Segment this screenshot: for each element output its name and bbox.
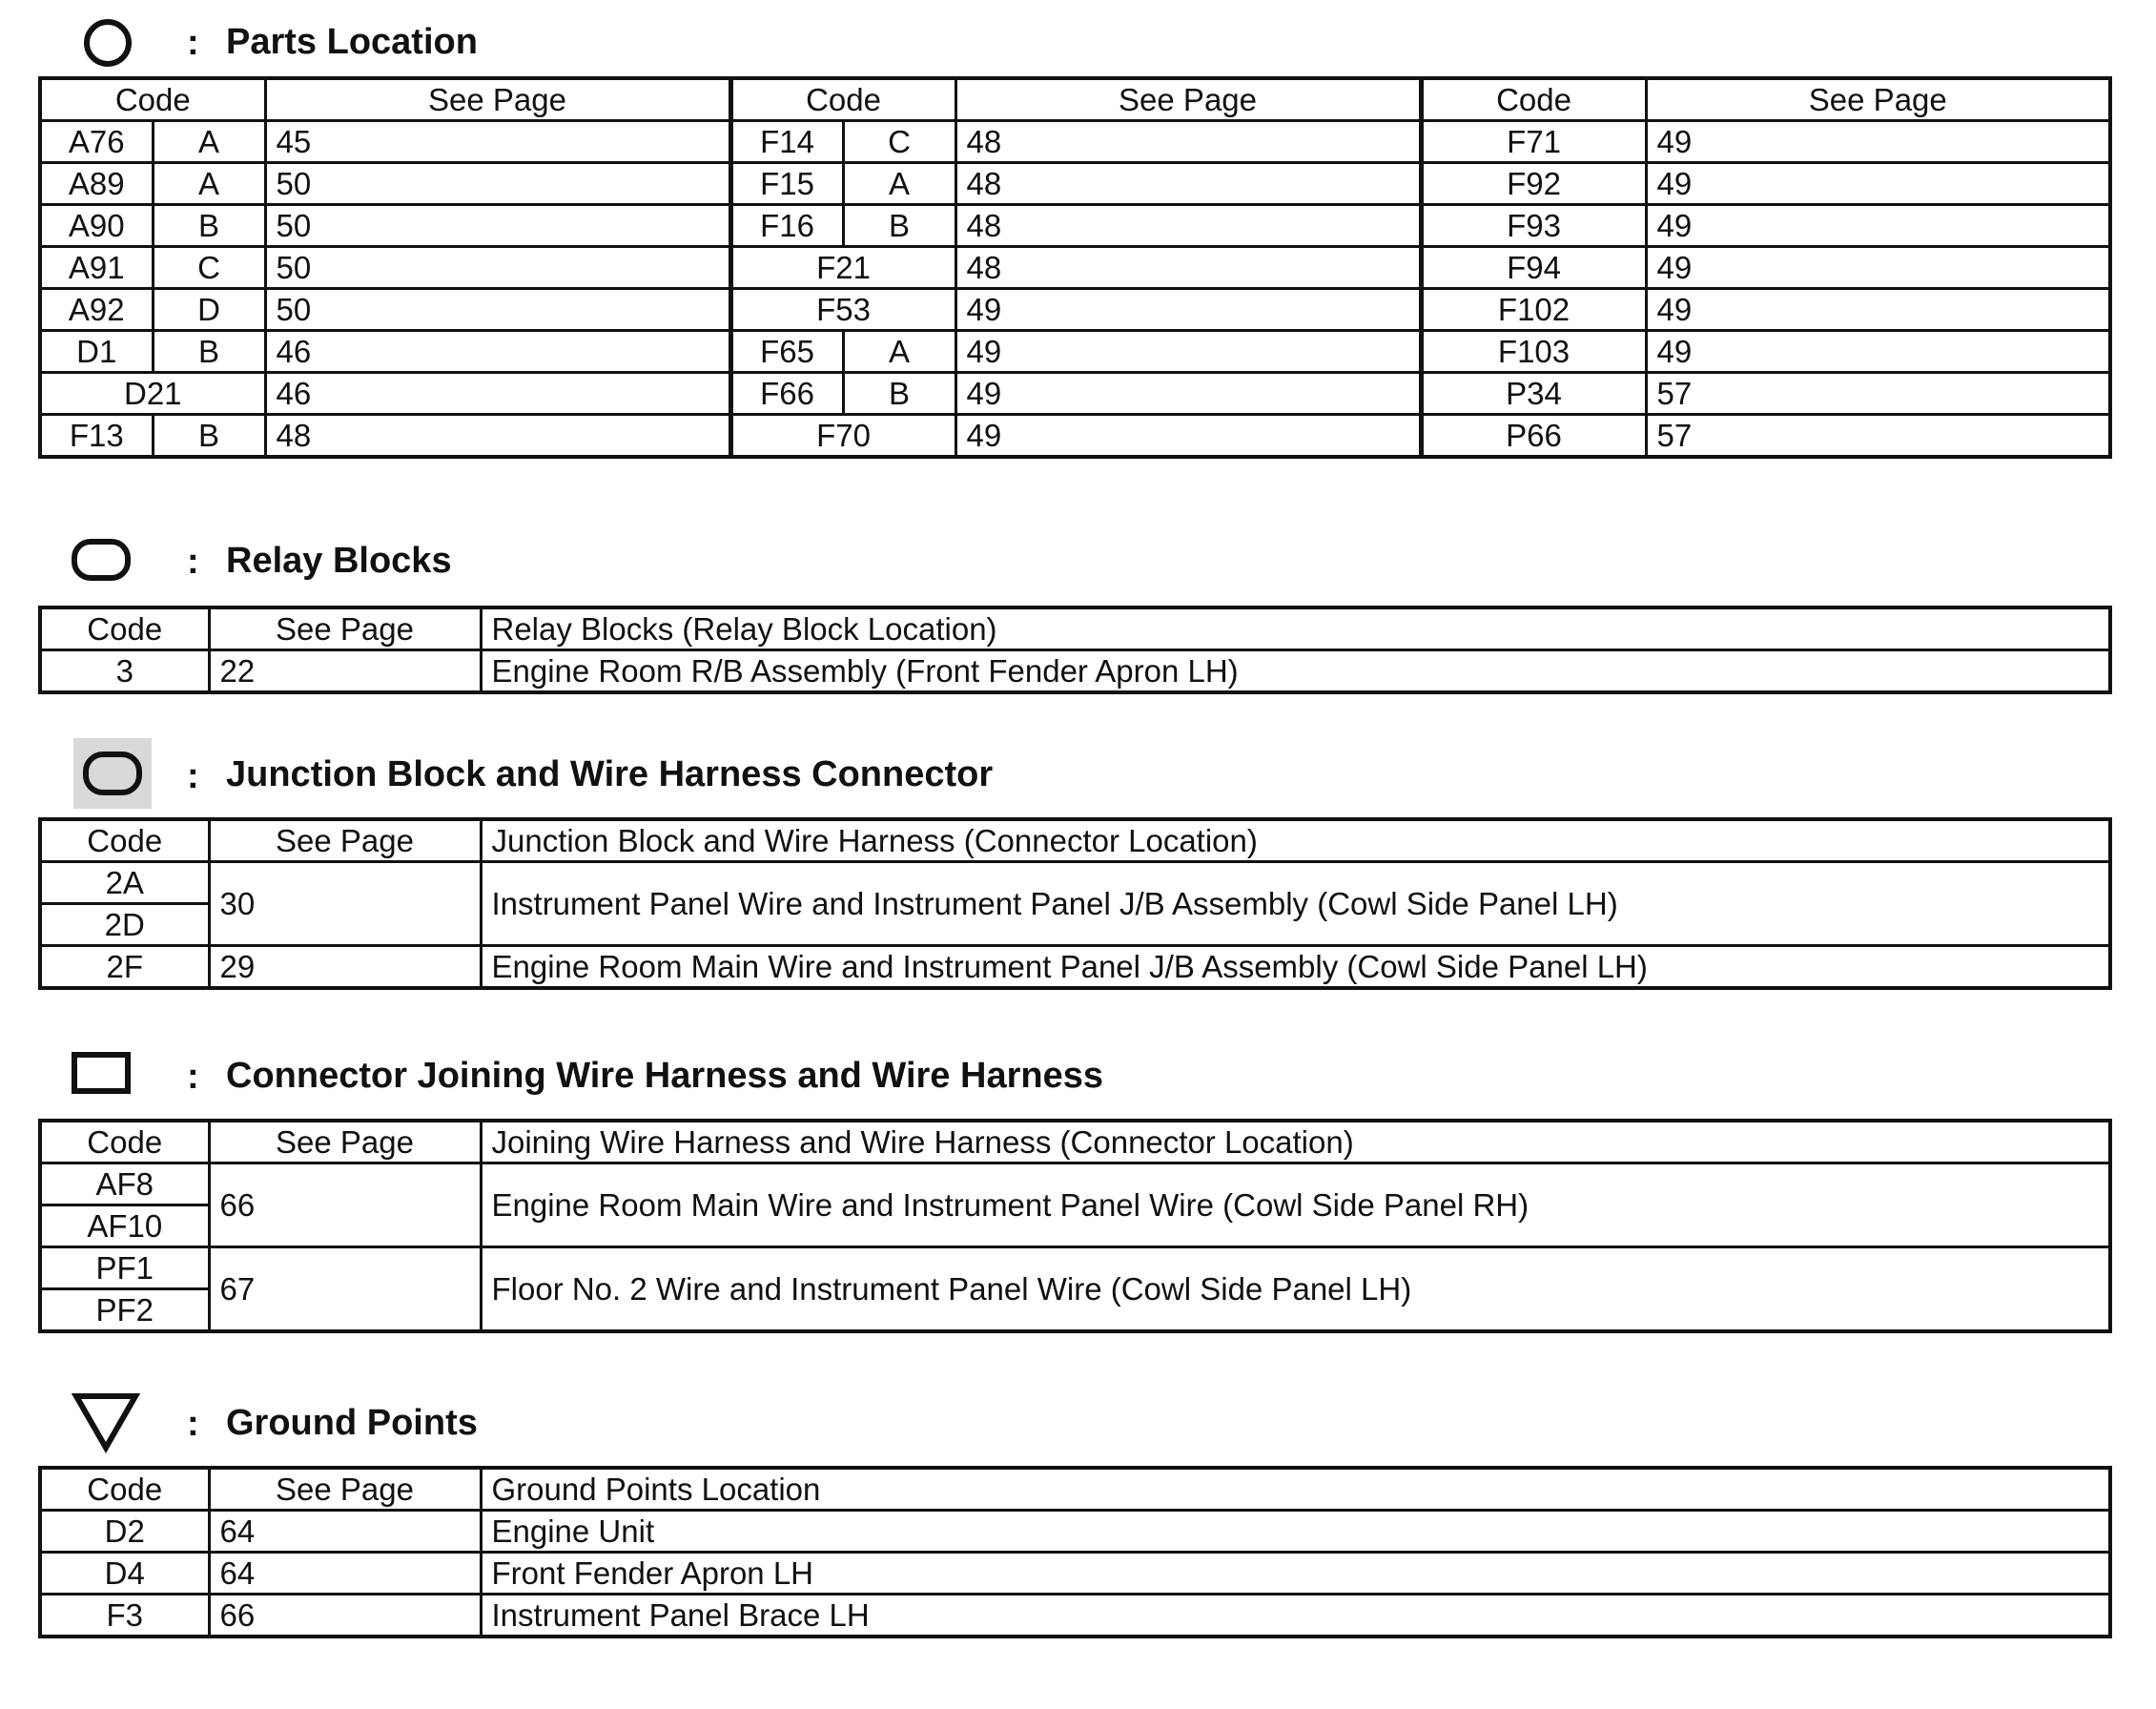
page-cell: 66 bbox=[209, 1595, 481, 1637]
code-cell: F13 bbox=[40, 415, 153, 458]
triangle-down-icon bbox=[71, 1389, 143, 1455]
description-cell: Engine Room R/B Assembly (Front Fender Apron LH) bbox=[481, 650, 2110, 693]
page-cell: 49 bbox=[955, 331, 1421, 373]
description-cell: Engine Room Main Wire and Instrument Panel J/B Assembly (Cowl Side Panel LH) bbox=[481, 946, 2110, 989]
ground-points-table bbox=[38, 1466, 2112, 1638]
table-row bbox=[40, 862, 2110, 904]
section-colon: : bbox=[187, 756, 199, 796]
page-cell: 22 bbox=[209, 650, 481, 693]
relay-blocks-body bbox=[40, 607, 2110, 692]
page-cell: 46 bbox=[265, 373, 730, 415]
section-colon: : bbox=[187, 542, 199, 582]
header-code: Code bbox=[40, 1468, 209, 1511]
header-code: Code bbox=[1421, 78, 1646, 121]
table-header-row bbox=[40, 1121, 2110, 1163]
header-see-page: See Page bbox=[265, 78, 730, 121]
page-cell: 66 bbox=[209, 1163, 481, 1247]
code-sub-cell: B bbox=[843, 205, 955, 247]
table-header-row bbox=[40, 1468, 2110, 1511]
code-cell: P34 bbox=[1421, 373, 1646, 415]
table-header-row bbox=[40, 78, 2110, 121]
header-code: Code bbox=[40, 819, 209, 862]
code-sub-cell: A bbox=[843, 331, 955, 373]
joining-connector-body bbox=[40, 1121, 2110, 1331]
code-cell: D21 bbox=[40, 373, 265, 415]
page-cell: 49 bbox=[955, 289, 1421, 331]
table-row bbox=[40, 1511, 2110, 1553]
code-cell: A90 bbox=[40, 205, 153, 247]
table-header-row bbox=[40, 607, 2110, 650]
table-header-row bbox=[40, 819, 2110, 862]
shaded-rounded-rectangle-icon bbox=[73, 738, 152, 809]
rectangle-icon bbox=[71, 1049, 133, 1097]
header-description: Joining Wire Harness and Wire Harness (Connector Location) bbox=[481, 1121, 2110, 1163]
page-cell: 49 bbox=[1646, 247, 2110, 289]
page-cell: 50 bbox=[265, 163, 730, 205]
code-cell: F3 bbox=[40, 1595, 209, 1637]
code-cell: F21 bbox=[730, 247, 955, 289]
code-sub-cell: B bbox=[153, 205, 265, 247]
page-cell: 46 bbox=[265, 331, 730, 373]
page-cell: 48 bbox=[955, 205, 1421, 247]
table-row bbox=[40, 650, 2110, 693]
header-code: Code bbox=[40, 607, 209, 650]
page-cell: 48 bbox=[955, 247, 1421, 289]
header-see-page: See Page bbox=[209, 1468, 481, 1511]
description-cell: Floor No. 2 Wire and Instrument Panel Wire (Cowl Side Panel LH) bbox=[481, 1247, 2110, 1332]
page-cell: 49 bbox=[1646, 121, 2110, 163]
code-cell: A89 bbox=[40, 163, 153, 205]
page-cell: 50 bbox=[265, 289, 730, 331]
page-cell: 49 bbox=[955, 373, 1421, 415]
code-cell: F15 bbox=[730, 163, 843, 205]
table-row bbox=[40, 247, 2110, 289]
code-sub-cell: A bbox=[843, 163, 955, 205]
page-cell: 64 bbox=[209, 1511, 481, 1553]
parts-location-body bbox=[40, 78, 2110, 457]
header-description: Relay Blocks (Relay Block Location) bbox=[481, 607, 2110, 650]
code-cell: A91 bbox=[40, 247, 153, 289]
section-title-parts-location: Parts Location bbox=[226, 22, 478, 62]
code-cell: D1 bbox=[40, 331, 153, 373]
code-sub-cell: C bbox=[153, 247, 265, 289]
junction-block-header bbox=[0, 734, 1335, 811]
code-cell: F65 bbox=[730, 331, 843, 373]
code-cell: 3 bbox=[40, 650, 209, 693]
table-row bbox=[40, 1163, 2110, 1205]
table-row bbox=[40, 373, 2110, 415]
page-cell: 49 bbox=[1646, 331, 2110, 373]
table-row bbox=[40, 121, 2110, 163]
header-see-page: See Page bbox=[209, 1121, 481, 1163]
table-row bbox=[40, 205, 2110, 247]
junction-block-table bbox=[38, 817, 2112, 990]
code-cell: F66 bbox=[730, 373, 843, 415]
header-see-page: See Page bbox=[1646, 78, 2110, 121]
page-cell: 45 bbox=[265, 121, 730, 163]
table-row bbox=[40, 1247, 2110, 1289]
code-cell: PF1 bbox=[40, 1247, 209, 1289]
code-cell: 2A bbox=[40, 862, 209, 904]
ground-points-header bbox=[0, 1389, 1335, 1465]
page-cell: 64 bbox=[209, 1553, 481, 1595]
code-sub-cell: B bbox=[843, 373, 955, 415]
code-cell: AF8 bbox=[40, 1163, 209, 1205]
page-cell: 29 bbox=[209, 946, 481, 989]
code-cell: F53 bbox=[730, 289, 955, 331]
code-sub-cell: B bbox=[153, 415, 265, 458]
page-cell: 67 bbox=[209, 1247, 481, 1332]
code-cell: F70 bbox=[730, 415, 955, 458]
page-cell: 49 bbox=[1646, 163, 2110, 205]
section-title-ground-points: Ground Points bbox=[226, 1403, 478, 1443]
code-cell: 2D bbox=[40, 904, 209, 946]
code-cell: F103 bbox=[1421, 331, 1646, 373]
header-description: Junction Block and Wire Harness (Connector Location) bbox=[481, 819, 2110, 862]
table-row bbox=[40, 415, 2110, 458]
table-row bbox=[40, 1553, 2110, 1595]
code-cell: 2F bbox=[40, 946, 209, 989]
header-see-page: See Page bbox=[209, 819, 481, 862]
code-cell: A76 bbox=[40, 121, 153, 163]
page-cell: 49 bbox=[1646, 205, 2110, 247]
page-cell: 49 bbox=[1646, 289, 2110, 331]
page-cell: 30 bbox=[209, 862, 481, 946]
code-cell: AF10 bbox=[40, 1205, 209, 1247]
code-cell: D2 bbox=[40, 1511, 209, 1553]
page-cell: 50 bbox=[265, 247, 730, 289]
table-row bbox=[40, 289, 2110, 331]
header-description: Ground Points Location bbox=[481, 1468, 2110, 1511]
page-cell: 57 bbox=[1646, 373, 2110, 415]
header-code: Code bbox=[40, 78, 265, 121]
code-cell: F94 bbox=[1421, 247, 1646, 289]
table-row bbox=[40, 163, 2110, 205]
code-cell: F71 bbox=[1421, 121, 1646, 163]
section-colon: : bbox=[187, 1404, 199, 1444]
page-cell: 48 bbox=[955, 121, 1421, 163]
code-cell: F102 bbox=[1421, 289, 1646, 331]
description-cell: Instrument Panel Brace LH bbox=[481, 1595, 2110, 1637]
code-sub-cell: A bbox=[153, 121, 265, 163]
page-cell: 48 bbox=[265, 415, 730, 458]
code-cell: F92 bbox=[1421, 163, 1646, 205]
circle-icon bbox=[82, 17, 133, 69]
code-cell: F14 bbox=[730, 121, 843, 163]
description-cell: Engine Unit bbox=[481, 1511, 2110, 1553]
section-colon: : bbox=[187, 23, 199, 63]
joining-connector-header bbox=[0, 1047, 1335, 1123]
table-row bbox=[40, 946, 2110, 989]
code-cell: PF2 bbox=[40, 1289, 209, 1332]
header-code: Code bbox=[730, 78, 955, 121]
junction-block-body bbox=[40, 819, 2110, 988]
joining-connector-table bbox=[38, 1119, 2112, 1333]
header-see-page: See Page bbox=[209, 607, 481, 650]
code-sub-cell: B bbox=[153, 331, 265, 373]
section-title-junction-block: Junction Block and Wire Harness Connector bbox=[226, 754, 994, 794]
description-cell: Front Fender Apron LH bbox=[481, 1553, 2110, 1595]
section-title-relay-blocks: Relay Blocks bbox=[226, 541, 452, 581]
page-cell: 48 bbox=[955, 163, 1421, 205]
description-cell: Engine Room Main Wire and Instrument Panel Wire (Cowl Side Panel RH) bbox=[481, 1163, 2110, 1247]
code-sub-cell: C bbox=[843, 121, 955, 163]
code-cell: P66 bbox=[1421, 415, 1646, 458]
ground-points-body bbox=[40, 1468, 2110, 1637]
rounded-rectangle-icon bbox=[71, 536, 133, 584]
table-row bbox=[40, 331, 2110, 373]
header-see-page: See Page bbox=[955, 78, 1421, 121]
page-cell: 57 bbox=[1646, 415, 2110, 458]
code-cell: A92 bbox=[40, 289, 153, 331]
code-cell: F16 bbox=[730, 205, 843, 247]
relay-blocks-table bbox=[38, 606, 2112, 694]
parts-location-table bbox=[38, 76, 2112, 459]
table-row bbox=[40, 1595, 2110, 1637]
section-title-joining-connector: Connector Joining Wire Harness and Wire Harness bbox=[226, 1056, 1103, 1096]
code-sub-cell: D bbox=[153, 289, 265, 331]
section-colon: : bbox=[187, 1057, 199, 1097]
code-cell: F93 bbox=[1421, 205, 1646, 247]
header-code: Code bbox=[40, 1121, 209, 1163]
code-cell: D4 bbox=[40, 1553, 209, 1595]
code-sub-cell: A bbox=[153, 163, 265, 205]
page-cell: 49 bbox=[955, 415, 1421, 458]
page-cell: 50 bbox=[265, 205, 730, 247]
description-cell: Instrument Panel Wire and Instrument Panel J/B Assembly (Cowl Side Panel LH) bbox=[481, 862, 2110, 946]
relay-blocks-header bbox=[0, 534, 1335, 610]
